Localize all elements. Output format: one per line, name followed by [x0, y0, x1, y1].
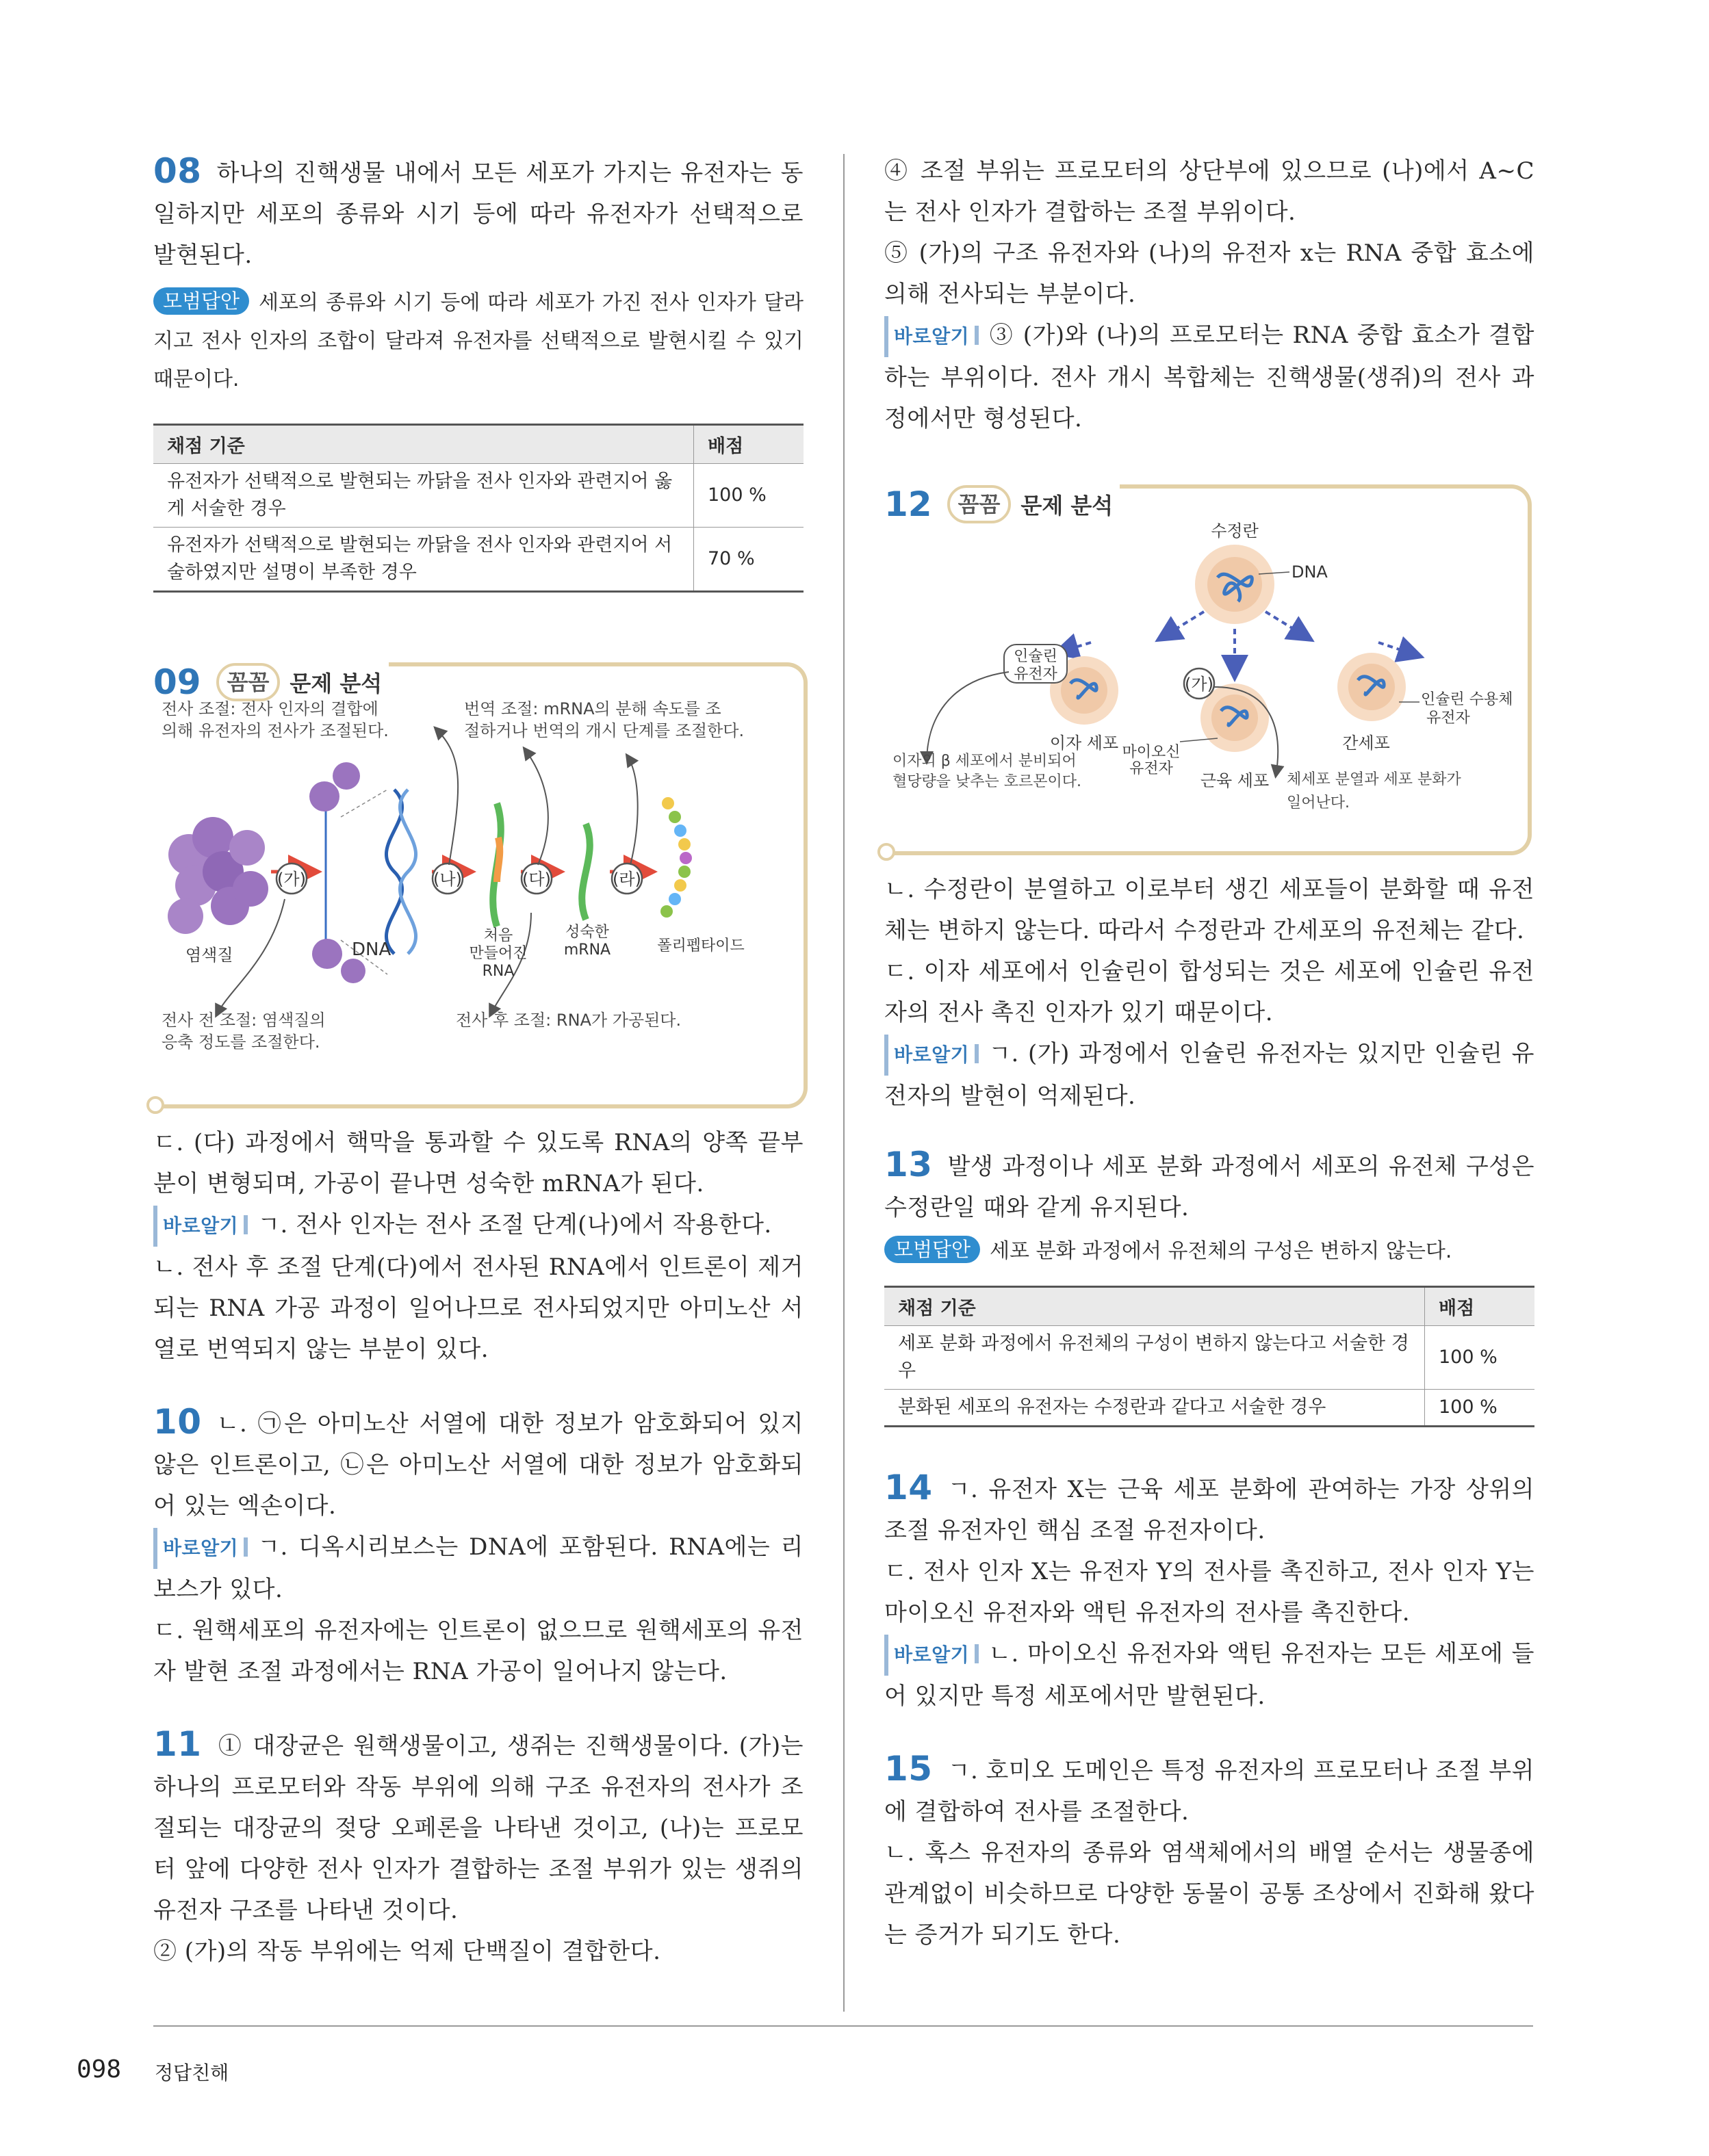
correction-tag: 바로알기	[884, 316, 979, 357]
model-answer-tag: 모범답안	[153, 287, 249, 315]
step-label: (가)	[1185, 675, 1213, 694]
figure-label: 의해 유전자의 전사가 조절된다.	[162, 721, 389, 740]
question-number: 12	[884, 484, 932, 524]
question-10	[153, 1401, 804, 1692]
answer-text: 하나의 진핵생물 내에서 모든 세포가 가지는 유전자는 동일하지만 세포의 종류와 시기 등에 따라 유전자가 선택적으로 발현된다.	[153, 159, 804, 269]
answer-text: ㄷ. (다) 과정에서 핵막을 통과할 수 있도록 RNA의 양쪽 끝부분이 변형되며, 가공이 끝나면 성숙한 mRNA가 된다.	[153, 1129, 804, 1197]
analysis-box	[153, 662, 808, 1108]
scoring-table	[884, 1286, 1534, 1427]
question-number: 11	[153, 1724, 202, 1764]
figure-label: 이자의 β 세포에서 분비되어	[892, 753, 1077, 770]
figure-label: DNA	[1292, 562, 1328, 582]
table-row: 세포 분화 과정에서 유전체의 구성이 변하지 않는다고 서술한 경우 100 %	[884, 1326, 1534, 1390]
arrow-icon	[1159, 612, 1204, 639]
double-helix-icon	[386, 790, 415, 954]
figure-label: 체세포 분열과 세포 분화가	[1287, 771, 1461, 788]
figure-label: 절하거나 번역의 개시 단계를 조절한다.	[464, 721, 745, 740]
question-08	[153, 151, 804, 593]
answer-text: ㄱ. 호미오 도메인은 특정 유전자의 프로모터나 조절 부위에 결합하여 전사를 조절한다.	[884, 1757, 1534, 1826]
question-15	[884, 1748, 1534, 1956]
figure-label: 처음	[483, 927, 513, 944]
question-11	[153, 1724, 804, 1972]
analysis-box	[884, 484, 1532, 855]
kkomkkom-badge: 꼼꼼	[216, 663, 281, 701]
answer-text: ㄱ. 디옥시리보스는 DNA에 포함된다. RNA에는 리보스가 있다.	[153, 1533, 804, 1603]
answer-text: ㄴ. 혹스 유전자의 종류와 염색체에서의 배열 순서는 생물종에 관계없이 비슷하므로 다양한 동물이 공통 조상에서 진화해 왔다는 증거가 되기도 한다.	[884, 1839, 1534, 1949]
answer-text: ④ 조절 부위는 프로모터의 상단부에 있으므로 (나)에서 A∼C는 전사 인자가 결합하는 조절 부위이다.	[884, 157, 1534, 226]
figure-label: 이자 세포	[1049, 733, 1119, 753]
figure-label: 전사 전 조절: 염색질의	[162, 1011, 326, 1030]
right-column	[884, 151, 1534, 1956]
figure-label: DNA	[352, 939, 391, 960]
left-column	[153, 151, 804, 1972]
chromatin-icon	[168, 817, 268, 934]
figure-label: 일어난다.	[1287, 794, 1350, 811]
figure-label: 인슐린 수용체	[1421, 691, 1513, 708]
figure-label: 근육 세포	[1200, 771, 1270, 790]
answer-text: ㄴ. 마이오신 유전자와 액틴 유전자는 모든 세포에 들어 있지만 특정 세포에서만 발현된다.	[884, 1640, 1534, 1710]
figure-label: mRNA	[563, 941, 611, 959]
footer-divider	[153, 2025, 1533, 2027]
answer-text: ㄱ. (가) 과정에서 인슐린 유전자는 있지만 인슐린 유전자의 발현이 억제된다.	[884, 1040, 1534, 1110]
kkomkkom-badge: 꼼꼼	[947, 485, 1012, 523]
box-title: 문제 분석	[1020, 493, 1114, 519]
table-row: 유전자가 선택적으로 발현되는 까닭을 전사 인자와 관련지어 옳게 서술한 경우 100 %	[153, 464, 804, 528]
step-label: (나)	[433, 870, 462, 889]
polypeptide-icon	[660, 797, 692, 918]
figure-label: 번역 조절: mRNA의 분해 속도를 조	[464, 701, 721, 718]
question-14	[884, 1467, 1534, 1717]
question-11-continued	[884, 151, 1534, 439]
scoring-table	[153, 424, 804, 593]
cell-differentiation-figure	[879, 516, 1515, 844]
figure-label: 유전자	[1014, 666, 1057, 683]
table-header: 배점	[1425, 1287, 1535, 1326]
figure-label: 전사 조절: 전사 인자의 결합에	[162, 701, 378, 718]
correction-tag: 바로알기	[153, 1206, 248, 1247]
figure-label: 염색질	[185, 946, 233, 965]
answer-text: ㄷ. 전사 인자 X는 유전자 Y의 전사를 촉진하고, 전사 인자 Y는 마이오신 유전자와 액틴 유전자의 전사를 촉진한다.	[884, 1558, 1534, 1626]
liver-cell-icon	[1337, 653, 1406, 721]
question-12	[884, 484, 1534, 1117]
figure-label: 전사 후 조절: RNA가 가공된다.	[456, 1011, 682, 1030]
table-row: 유전자가 선택적으로 발현되는 까닭을 전사 인자와 관련지어 서술하였지만 설명이 부족한 경우 70 %	[153, 528, 804, 592]
question-number: 10	[153, 1402, 202, 1442]
question-number: 15	[884, 1749, 933, 1789]
figure-label: 성숙한	[565, 924, 609, 941]
correction-tag: 바로알기	[153, 1528, 248, 1569]
figure-label: RNA	[482, 963, 515, 980]
answer-text: ㄱ. 유전자 X는 근육 세포 분화에 관여하는 가장 상위의 조절 유전자인 핵심 조절 유전자이다.	[884, 1476, 1534, 1544]
correction-tag: 바로알기	[884, 1035, 979, 1076]
section-label: 정답친해	[155, 2062, 229, 2084]
answer-text: ㄴ. ㉠은 아미노산 서열에 대한 정보가 암호화되어 있지 않은 인트론이고, ㉡은 아미노산 서열에 대한 정보가 암호화되어 있는 엑손이다.	[153, 1410, 804, 1520]
answer-text: ㄱ. 전사 인자는 전사 조절 단계(나)에서 작용한다.	[257, 1211, 772, 1238]
correction-tag: 바로알기	[884, 1635, 979, 1676]
table-header: 채점 기준	[153, 425, 694, 464]
answer-text: 발생 과정이나 세포 분화 과정에서 세포의 유전체 구성은 수정란일 때와 같게 유지된다.	[884, 1153, 1534, 1221]
step-label: (다)	[522, 870, 551, 889]
figure-label: 응축 정도를 조절한다.	[162, 1032, 320, 1052]
answer-text: ② (가)의 작동 부위에는 억제 단백질이 결합한다.	[153, 1938, 661, 1965]
arrow-icon	[1265, 612, 1310, 639]
answer-text: ㄷ. 원핵세포의 유전자에는 인트론이 없으므로 원핵세포의 유전자 발현 조절 과정에서는 RNA 가공이 일어나지 않는다.	[153, 1617, 804, 1685]
question-number: 14	[884, 1468, 933, 1507]
table-header: 배점	[694, 425, 804, 464]
column-divider	[843, 154, 845, 2012]
figure-label: 인슐린	[1014, 648, 1057, 665]
question-number: 09	[153, 662, 201, 702]
answer-text: ㄴ. 수정란이 분열하고 이로부터 생긴 세포들이 분화할 때 유전체는 변하지 않는다. 따라서 수정란과 간세포의 유전체는 같다.	[884, 876, 1534, 944]
figure-label: 마이오신	[1122, 744, 1181, 761]
table-header: 채점 기준	[884, 1287, 1425, 1326]
figure-label: 유전자	[1129, 760, 1173, 777]
model-answer-tag: 모범답안	[884, 1236, 980, 1263]
question-number: 13	[884, 1145, 933, 1184]
box-title: 문제 분석	[290, 671, 383, 697]
figure-label: 폴리펩타이드	[657, 937, 745, 954]
zygote-icon	[1195, 545, 1274, 624]
answer-text: ⑤ (가)의 구조 유전자와 (나)의 유전자 x는 RNA 중합 효소에 의해 전사되는 부분이다.	[884, 239, 1534, 308]
answer-text: ㄷ. 이자 세포에서 인슐린이 합성되는 것은 세포에 인슐린 유전자의 전사 촉진 인자가 있기 때문이다.	[884, 958, 1534, 1026]
figure-label: 만들어진	[469, 945, 528, 962]
figure-label: 수정란	[1211, 521, 1259, 541]
answer-text: ③ (가)와 (나)의 프로모터는 RNA 중합 효소가 결합하는 부위이다. 전사 개시 복합체는 진핵생물(생쥐)의 전사 과정에서만 형성된다.	[884, 322, 1534, 432]
figure-label: 간세포	[1342, 733, 1390, 753]
gene-regulation-figure	[148, 701, 791, 1111]
question-number: 08	[153, 151, 202, 191]
question-13	[884, 1144, 1534, 1427]
step-label: (라)	[613, 870, 641, 889]
box-end-dot	[877, 843, 895, 861]
step-label: (가)	[277, 870, 306, 889]
mrna-icon	[582, 824, 590, 920]
question-09	[153, 662, 804, 1370]
answer-text: ① 대장균은 원핵생물이고, 생쥐는 진핵생물이다. (가)는 하나의 프로모터와 작동 부위에 의해 구조 유전자의 전사가 조절되는 대장균의 젖당 오페론을 나타낸 것이고, (나)는 프로모터 앞에 다양한 전사 인자가 결합하는 조절 부위가 있는 생쥐의 유전자 구조를 나타낸 것이다.	[153, 1732, 804, 1924]
model-answer: 세포 분화 과정에서 유전체의 구성은 변하지 않는다.	[990, 1239, 1452, 1263]
figure-label: 혈당량을 낮추는 호르몬이다.	[892, 773, 1082, 790]
answer-text: ㄴ. 전사 후 조절 단계(다)에서 전사된 RNA에서 인트론이 제거되는 RNA 가공 과정이 일어나므로 전사되었지만 아미노산 서열로 번역되지 않는 부분이 있다.	[153, 1254, 804, 1363]
model-answer: 세포의 종류와 시기 등에 따라 세포가 가진 전사 인자가 달라지고 전사 인자의 조합이 달라져 유전자를 선택적으로 발현시킬 수 있기 때문이다.	[153, 291, 804, 391]
page-number: 098	[77, 2055, 122, 2083]
table-row: 분화된 세포의 유전자는 수정란과 같다고 서술한 경우 100 %	[884, 1390, 1534, 1427]
figure-label: 유전자	[1426, 710, 1470, 727]
